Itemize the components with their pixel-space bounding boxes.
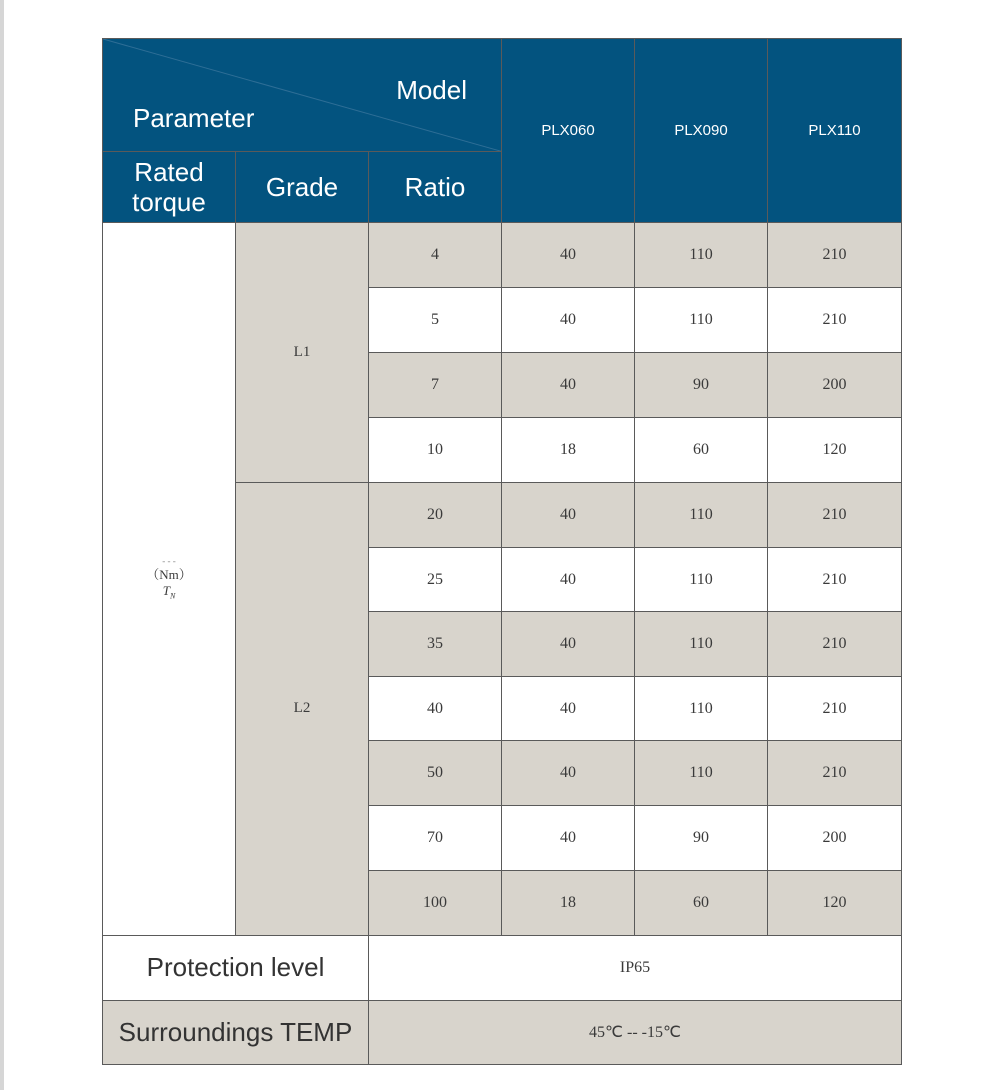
model-label: Model (396, 75, 468, 105)
ratio-cell: 100 (369, 870, 502, 935)
protection-row (103, 935, 902, 1000)
model-header-plx110: PLX110 (768, 39, 902, 223)
torque-value-cell: 110 (635, 482, 768, 547)
rated-torque-unit-cell (103, 223, 236, 935)
torque-value-cell: 40 (502, 677, 635, 741)
ratio-cell: 35 (369, 612, 502, 677)
torque-value-cell: 40 (502, 547, 635, 611)
page-edge (0, 0, 4, 1090)
parameter-label: Parameter (133, 103, 255, 133)
ratio-cell: 10 (369, 417, 502, 482)
torque-value-cell: 60 (635, 417, 768, 482)
ratio-cell: 5 (369, 288, 502, 352)
torque-value-cell: 110 (635, 288, 768, 352)
torque-value-cell: 210 (768, 482, 902, 547)
torque-value-cell: 110 (635, 677, 768, 741)
torque-value-cell: 200 (768, 352, 902, 417)
protection-value: IP65 (369, 935, 902, 1000)
torque-value-cell: 110 (635, 741, 768, 806)
torque-value-cell: 110 (635, 223, 768, 288)
ratio-cell: 70 (369, 806, 502, 870)
torque-symbol-letter: T (162, 583, 170, 599)
grade-cell: L1 (236, 223, 369, 483)
header-row-1 (103, 39, 902, 152)
torque-value-cell: 40 (502, 806, 635, 870)
model-header-plx090: PLX090 (635, 39, 768, 223)
protection-label: Protection level (103, 935, 369, 1000)
unit-dots: - - - (162, 556, 176, 567)
torque-value-cell: 40 (502, 223, 635, 288)
parameter-model-header (103, 39, 502, 152)
ratio-cell: 50 (369, 741, 502, 806)
torque-value-cell: 18 (502, 417, 635, 482)
torque-value-cell: 120 (768, 870, 902, 935)
torque-value-cell: 40 (502, 612, 635, 677)
ratio-cell: 4 (369, 223, 502, 288)
spec-table (102, 38, 902, 1065)
torque-value-cell: 60 (635, 870, 768, 935)
ratio-header: Ratio (369, 152, 502, 223)
ratio-cell: 40 (369, 677, 502, 741)
ratio-cell: 7 (369, 352, 502, 417)
torque-value-cell: 90 (635, 806, 768, 870)
rated-torque-line1: Rated (134, 157, 204, 188)
ratio-cell: 25 (369, 547, 502, 611)
temperature-row (103, 1000, 902, 1064)
spec-table-body (103, 39, 902, 1065)
rated-torque-header (103, 152, 236, 223)
temperature-value: 45℃ -- -15℃ (369, 1000, 902, 1064)
grade-header: Grade (236, 152, 369, 223)
grade-cell: L2 (236, 482, 369, 935)
torque-symbol (103, 583, 235, 601)
unit-nm: （Nm） (146, 567, 192, 583)
table-row (103, 223, 902, 288)
torque-value-cell: 210 (768, 741, 902, 806)
rated-torque-line2: torque (132, 187, 206, 218)
torque-value-cell: 210 (768, 677, 902, 741)
torque-value-cell: 40 (502, 288, 635, 352)
torque-value-cell: 210 (768, 547, 902, 611)
torque-value-cell: 40 (502, 741, 635, 806)
torque-value-cell: 120 (768, 417, 902, 482)
torque-value-cell: 40 (502, 352, 635, 417)
ratio-cell: 20 (369, 482, 502, 547)
temperature-label: Surroundings TEMP (103, 1000, 369, 1064)
torque-value-cell: 110 (635, 547, 768, 611)
torque-value-cell: 210 (768, 288, 902, 352)
torque-value-cell: 210 (768, 223, 902, 288)
torque-value-cell: 200 (768, 806, 902, 870)
torque-value-cell: 110 (635, 612, 768, 677)
torque-value-cell: 210 (768, 612, 902, 677)
torque-symbol-sub: N (169, 591, 176, 601)
torque-value-cell: 90 (635, 352, 768, 417)
model-header-plx060: PLX060 (502, 39, 635, 223)
torque-value-cell: 40 (502, 482, 635, 547)
torque-value-cell: 18 (502, 870, 635, 935)
